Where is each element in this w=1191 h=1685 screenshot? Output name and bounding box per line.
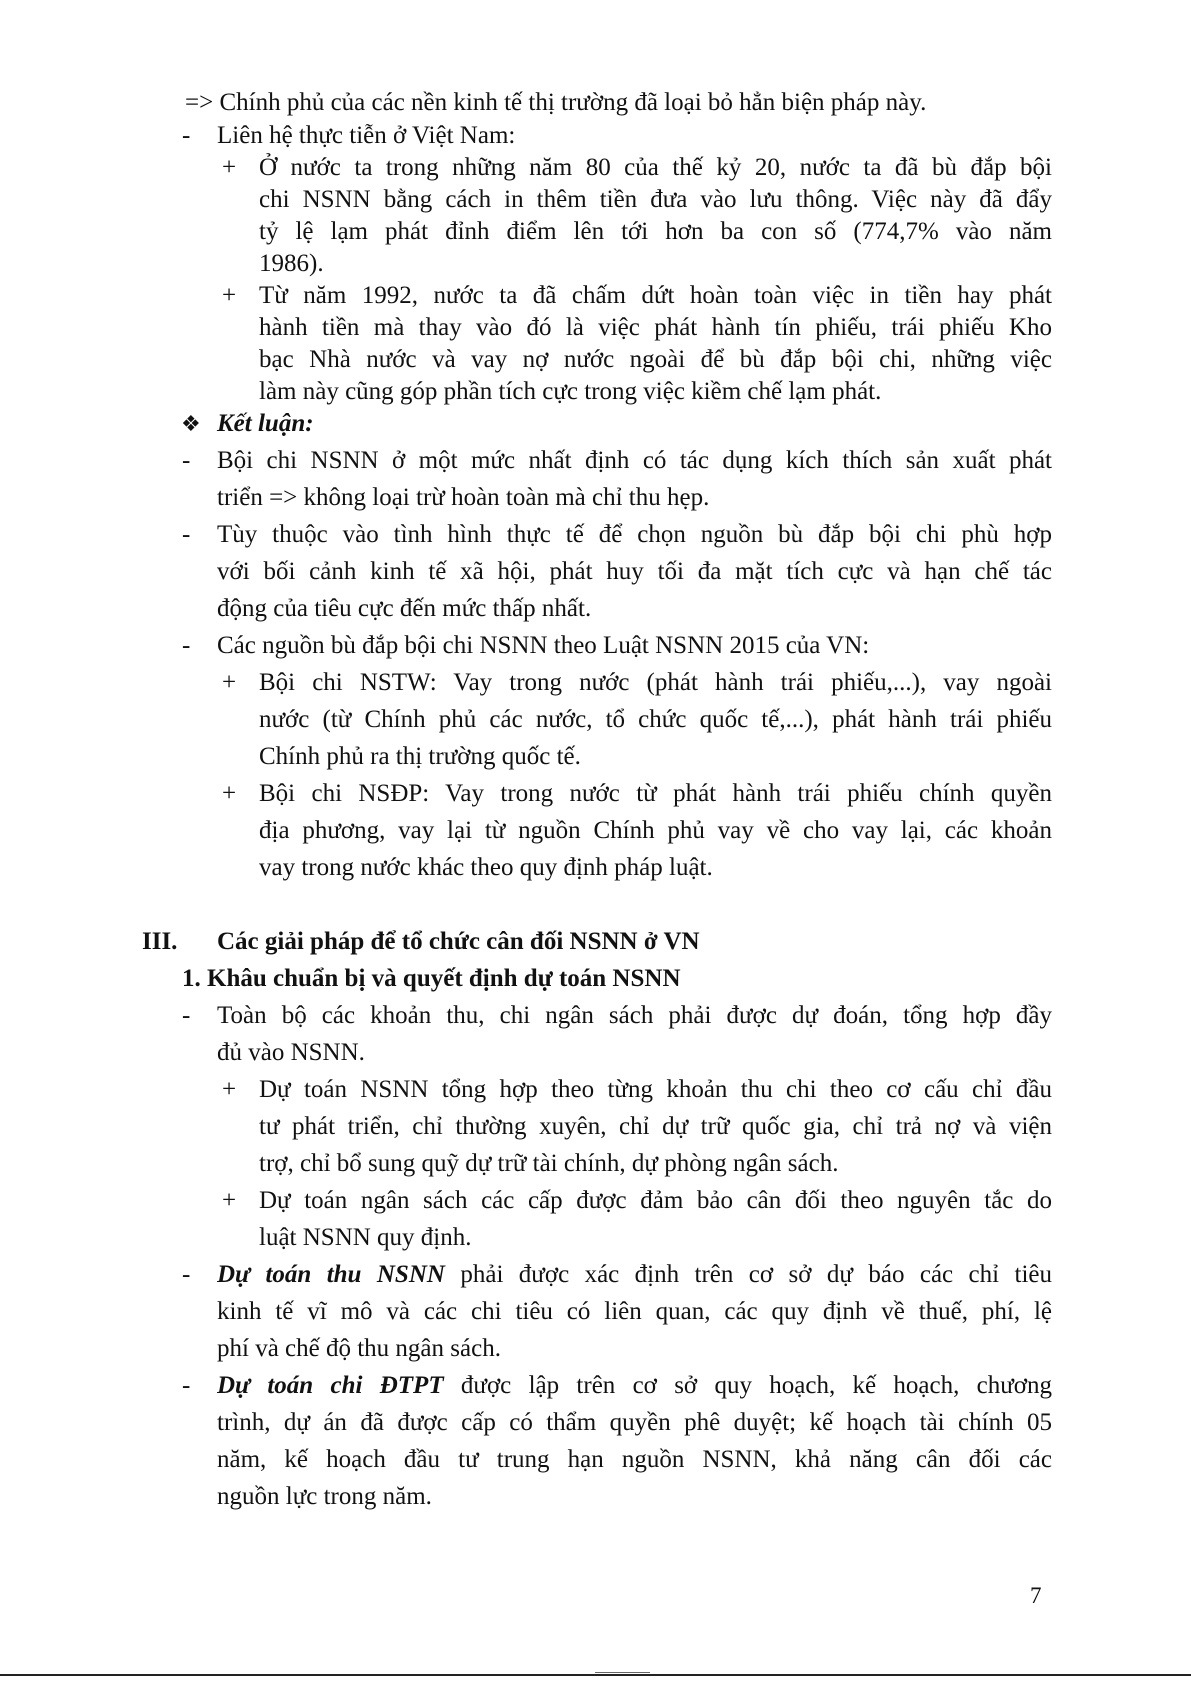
- footer-divider: [0, 1674, 1191, 1676]
- paragraph-line: địa phương, vay lại từ nguồn Chính phủ vay về cho vay lại, các khoản: [259, 817, 1052, 844]
- section-number: III.: [142, 928, 178, 955]
- subsection-title: 1. Khâu chuẩn bị và quyết định dự toán NSNN: [182, 965, 681, 992]
- paragraph-line: Ở nước ta trong những năm 80 của thế kỷ 20, nước ta đã bù đắp bội: [259, 154, 1052, 181]
- paragraph-line: phí và chế độ thu ngân sách.: [217, 1335, 501, 1362]
- paragraph-text: phải được xác định trên cơ sở dự báo các chỉ tiêu: [444, 1261, 1052, 1288]
- plus-marker: +: [222, 669, 237, 696]
- footer-divider-mark: [595, 1672, 650, 1673]
- paragraph-text: được lập trên cơ sở quy hoạch, kế hoạch, chương: [443, 1372, 1052, 1399]
- paragraph-line: Các nguồn bù đắp bội chi NSNN theo Luật NSNN 2015 của VN:: [217, 632, 870, 659]
- dash-marker: -: [182, 1261, 191, 1288]
- paragraph-line: động của tiêu cực đến mức thấp nhất.: [217, 595, 592, 622]
- section-title: Các giải pháp để tổ chức cân đối NSNN ở VN: [217, 928, 700, 955]
- paragraph-line: trợ, chỉ bổ sung quỹ dự trữ tài chính, dự phòng ngân sách.: [259, 1150, 839, 1177]
- paragraph-line: kinh tế vĩ mô và các chi tiêu có liên quan, các quy định về thuế, phí, lệ: [217, 1298, 1052, 1325]
- paragraph-line: Bội chi NSĐP: Vay trong nước từ phát hành trái phiếu chính quyền: [259, 780, 1052, 807]
- paragraph-line: hành tiền mà thay vào đó là việc phát hành tín phiếu, trái phiếu Kho: [259, 314, 1052, 341]
- paragraph-line: Bội chi NSNN ở một mức nhất định có tác dụng kích thích sản xuất phát: [217, 447, 1052, 474]
- paragraph-line: chi NSNN bằng cách in thêm tiền đưa vào lưu thông. Việc này đã đẩy: [259, 186, 1052, 213]
- vn-practice-label: Liên hệ thực tiễn ở Việt Nam:: [217, 122, 516, 149]
- plus-marker: +: [222, 1187, 237, 1214]
- paragraph-line: Tùy thuộc vào tình hình thực tế để chọn nguồn bù đắp bội chi phù hợp: [217, 521, 1052, 548]
- paragraph-line: [217, 1258, 1052, 1292]
- emphasis-text: Dự toán thu NSNN: [217, 1261, 445, 1288]
- paragraph-line: Toàn bộ các khoản thu, chi ngân sách phải được dự đoán, tổng hợp đầy: [217, 1002, 1052, 1029]
- paragraph-line: với bối cảnh kinh tế xã hội, phát huy tối đa mặt tích cực và hạn chế tác: [217, 558, 1052, 585]
- paragraph-line: đủ vào NSNN.: [217, 1039, 365, 1066]
- paragraph-line: triển => không loại trừ hoàn toàn mà chỉ thu hẹp.: [217, 484, 710, 511]
- paragraph-line: năm, kế hoạch đầu tư trung hạn nguồn NSNN, khả năng cân đối các: [217, 1446, 1052, 1473]
- paragraph-line: [217, 1369, 1052, 1403]
- paragraph-line: Chính phủ ra thị trường quốc tế.: [259, 743, 581, 770]
- plus-marker: +: [222, 780, 237, 807]
- paragraph-line: vay trong nước khác theo quy định pháp luật.: [259, 854, 713, 881]
- dash-marker: -: [182, 1372, 191, 1399]
- paragraph-line: 1986).: [259, 250, 324, 277]
- paragraph-line: Dự toán NSNN tổng hợp theo từng khoản thu chi theo cơ cấu chỉ đầu: [259, 1076, 1052, 1103]
- intro-line: => Chính phủ của các nền kinh tế thị trường đã loại bỏ hẳn biện pháp này.: [185, 89, 927, 116]
- dash-marker: -: [182, 632, 191, 659]
- dash-marker: -: [182, 122, 191, 149]
- dash-marker: -: [182, 447, 191, 474]
- paragraph-line: Dự toán ngân sách các cấp được đảm bảo cân đối theo nguyên tắc do: [259, 1187, 1052, 1214]
- conclusion-heading: Kết luận:: [217, 410, 314, 437]
- paragraph-line: trình, dự án đã được cấp có thẩm quyền phê duyệt; kế hoạch tài chính 05: [217, 1409, 1052, 1436]
- paragraph-line: tư phát triển, chỉ thường xuyên, chỉ dự trữ quốc gia, chỉ trả nợ và viện: [259, 1113, 1052, 1140]
- diamond-bullet-icon: ❖: [181, 411, 201, 436]
- emphasis-text: Dự toán chi ĐTPT: [217, 1372, 444, 1399]
- paragraph-line: Bội chi NSTW: Vay trong nước (phát hành trái phiếu,...), vay ngoài: [259, 669, 1052, 696]
- paragraph-line: bạc Nhà nước và vay nợ nước ngoài để bù đắp bội chi, những việc: [259, 346, 1052, 373]
- plus-marker: +: [222, 154, 237, 181]
- plus-marker: +: [222, 1076, 237, 1103]
- dash-marker: -: [182, 521, 191, 548]
- paragraph-line: nguồn lực trong năm.: [217, 1483, 432, 1510]
- paragraph-line: Từ năm 1992, nước ta đã chấm dứt hoàn toàn việc in tiền hay phát: [259, 282, 1052, 309]
- paragraph-line: luật NSNN quy định.: [259, 1224, 472, 1251]
- page-number: 7: [1030, 1583, 1042, 1608]
- dash-marker: -: [182, 1002, 191, 1029]
- plus-marker: +: [222, 282, 237, 309]
- paragraph-line: tỷ lệ lạm phát đỉnh điểm lên tới hơn ba con số (774,7% vào năm: [259, 218, 1052, 245]
- paragraph-line: làm này cũng góp phần tích cực trong việc kiềm chế lạm phát.: [259, 378, 882, 405]
- paragraph-line: nước (từ Chính phủ các nước, tổ chức quốc tế,...), phát hành trái phiếu: [259, 706, 1052, 733]
